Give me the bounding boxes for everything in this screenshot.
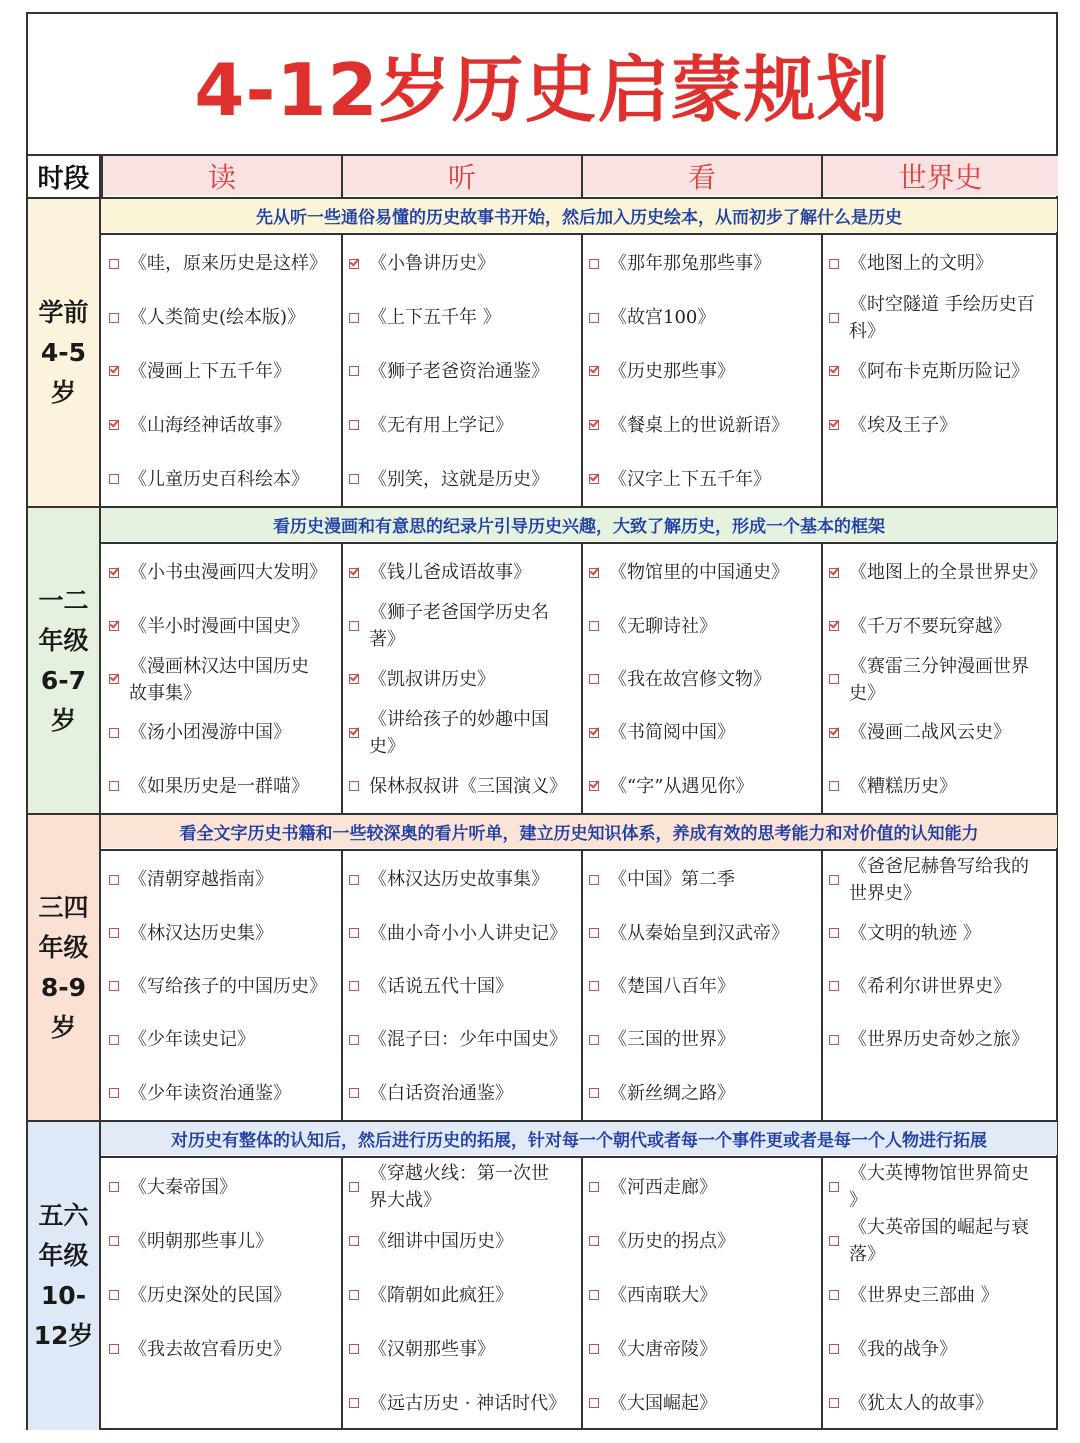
section-banner-4: 对历史有整体的认知后，然后进行历史的拓展，针对每一个朝代或者每一个事件更或者是每一个人物进行拓展: [101, 1121, 1057, 1155]
checkbox[interactable]: [109, 1344, 119, 1354]
checkbox[interactable]: [589, 313, 599, 323]
list-item[interactable]: [109, 452, 319, 506]
item-title: 《大英博物馆世界简史 》: [849, 1163, 1029, 1211]
checkbox[interactable]: [109, 1035, 119, 1045]
list-item[interactable]: [829, 853, 1039, 906]
section-banner-1: 先从听一些通俗易懂的历史故事书开始，然后加入历史绘本，从而初步了解什么是历史: [101, 198, 1057, 232]
checkbox[interactable]: [829, 981, 839, 991]
list-item[interactable]: [589, 291, 799, 345]
column-divider: [821, 1156, 823, 1430]
list-item[interactable]: [349, 1376, 567, 1430]
item-title: 《清朝穿越指南》: [129, 869, 273, 891]
banner-divider: [101, 233, 1058, 235]
list-item[interactable]: [589, 1013, 799, 1066]
section-divider: [28, 197, 1058, 199]
list-item[interactable]: [109, 1268, 319, 1322]
header-divider: [821, 156, 823, 197]
list-item[interactable]: [349, 853, 559, 906]
item-title: 《大国崛起》: [609, 1392, 717, 1414]
header-divider: [101, 156, 103, 197]
list-item[interactable]: [349, 345, 559, 399]
item-title: 《话说五代十国》: [369, 975, 513, 997]
item-title: 《地图上的文明》: [849, 253, 993, 275]
checkbox[interactable]: [109, 1182, 119, 1192]
item-title: 《阿布卡克斯历险记》: [849, 360, 1029, 382]
checkbox[interactable]: [109, 420, 119, 430]
checkbox[interactable]: [349, 420, 359, 430]
list-item[interactable]: [829, 960, 1039, 1013]
list-item[interactable]: [109, 237, 327, 291]
item-title: 《白话资治通鉴》: [369, 1082, 513, 1104]
checkbox[interactable]: [829, 259, 839, 269]
checkbox[interactable]: [349, 981, 359, 991]
list-item[interactable]: [829, 345, 1039, 399]
column-divider: [581, 1156, 583, 1430]
checkbox[interactable]: [349, 1088, 359, 1098]
checkbox[interactable]: [109, 928, 119, 938]
list-item[interactable]: [589, 1268, 799, 1322]
item-title: 《大秦帝国》: [129, 1176, 237, 1198]
list-item[interactable]: [349, 599, 559, 652]
checkbox[interactable]: [829, 875, 839, 885]
checkbox[interactable]: [349, 1035, 359, 1045]
label-column-divider: [99, 156, 101, 1430]
list-item[interactable]: [109, 1067, 319, 1120]
item-title: 《小鲁讲历史》: [369, 253, 495, 275]
checkbox[interactable]: [829, 313, 839, 323]
checkbox[interactable]: [589, 728, 599, 738]
list-item[interactable]: [829, 1268, 1039, 1322]
item-title: 《半小时漫画中国史》: [129, 615, 309, 637]
list-item[interactable]: [349, 291, 559, 345]
item-title: 保林叔叔讲《三国演义》: [369, 775, 567, 797]
list-item[interactable]: [589, 452, 799, 506]
item-title: 《小书虫漫画四大发明》: [129, 562, 327, 584]
list-item[interactable]: [589, 237, 799, 291]
list-item[interactable]: [109, 1160, 319, 1214]
item-title: 《细讲中国历史》: [369, 1230, 513, 1252]
column-divider: [581, 849, 583, 1120]
checkbox[interactable]: [829, 781, 839, 791]
list-item[interactable]: [349, 1322, 559, 1376]
checkbox[interactable]: [589, 474, 599, 484]
checkbox[interactable]: [349, 674, 359, 684]
item-title: 《“字”从遇见你》: [609, 775, 754, 797]
checkbox[interactable]: [109, 1236, 119, 1246]
item-title: 《世界史三部曲 》: [849, 1284, 999, 1306]
checkbox[interactable]: [109, 1088, 119, 1098]
checkbox[interactable]: [589, 781, 599, 791]
checkbox[interactable]: [589, 674, 599, 684]
item-title: 《我的战争》: [849, 1338, 957, 1360]
header-col-3: 看: [583, 156, 821, 196]
checkbox[interactable]: [829, 420, 839, 430]
item-title: 《少年读资治通鉴》: [129, 1082, 291, 1104]
item-title: 《赛雷三分钟漫画世界史》: [849, 655, 1029, 704]
list-item[interactable]: [829, 1013, 1039, 1066]
header-divider: [581, 156, 583, 197]
item-title: 《人类简史(绘本版)》: [129, 307, 306, 329]
column-divider: [341, 849, 343, 1120]
item-title: 《文明的轨迹 》: [849, 922, 981, 944]
checkbox[interactable]: [109, 781, 119, 791]
checkbox[interactable]: [109, 728, 119, 738]
list-item[interactable]: [589, 345, 799, 399]
list-item[interactable]: [109, 345, 319, 399]
checkbox[interactable]: [829, 1236, 839, 1246]
list-item[interactable]: [349, 1268, 559, 1322]
list-item[interactable]: [349, 960, 559, 1013]
list-item[interactable]: [109, 960, 327, 1013]
list-item[interactable]: [109, 906, 319, 959]
column-divider: [341, 542, 343, 813]
item-title: 《漫画林汉达中国历史故事集》: [129, 655, 309, 704]
list-item[interactable]: [589, 1376, 799, 1430]
section-divider: [28, 506, 1058, 508]
item-title: 《穿越火线：第一次世界大战》: [369, 1163, 549, 1211]
item-title: 《历史深处的民国》: [129, 1284, 291, 1306]
item-title: 《世界历史奇妙之旅》: [849, 1029, 1029, 1051]
checkbox[interactable]: [829, 1398, 839, 1408]
list-item[interactable]: [829, 237, 1039, 291]
list-item[interactable]: [829, 1322, 1039, 1376]
list-item[interactable]: [589, 960, 799, 1013]
checkbox[interactable]: [589, 1344, 599, 1354]
item-title: 《千万不要玩穿越》: [849, 615, 1011, 637]
list-item[interactable]: [589, 653, 799, 706]
checkbox[interactable]: [829, 1290, 839, 1300]
checkbox[interactable]: [589, 1088, 599, 1098]
list-item[interactable]: [349, 452, 559, 506]
list-item[interactable]: [109, 853, 319, 906]
checkbox[interactable]: [349, 781, 359, 791]
header-col-2: 听: [343, 156, 581, 196]
checkbox[interactable]: [349, 568, 359, 578]
list-item[interactable]: [349, 906, 567, 959]
item-title: 《混子曰：少年中国史》: [369, 1029, 567, 1051]
item-title: 《无有用上学记》: [369, 414, 513, 436]
checkbox[interactable]: [349, 313, 359, 323]
column-divider: [341, 1156, 343, 1430]
list-item[interactable]: [109, 546, 327, 599]
section-divider: [28, 1120, 1058, 1122]
checkbox[interactable]: [829, 568, 839, 578]
list-item[interactable]: [109, 1322, 319, 1376]
list-item[interactable]: [109, 1013, 319, 1066]
checkbox[interactable]: [349, 875, 359, 885]
section-banner-3: 看全文字历史书籍和一些较深奥的看片听单，建立历史知识体系，养成有效的思考能力和对价值的认知能力: [101, 814, 1057, 848]
header-top-line: [28, 154, 1058, 156]
list-item[interactable]: [109, 291, 319, 345]
checkbox[interactable]: [349, 1236, 359, 1246]
item-title: 《别笑，这就是历史》: [369, 468, 549, 490]
column-divider: [581, 233, 583, 506]
checkbox[interactable]: [349, 1290, 359, 1300]
item-title: 《钱儿爸成语故事》: [369, 562, 531, 584]
item-title: 《凯叔讲历史》: [369, 668, 495, 690]
checkbox[interactable]: [829, 928, 839, 938]
list-item[interactable]: [349, 706, 559, 759]
item-title: 《如果历史是一群喵》: [129, 775, 309, 797]
item-title: 《希利尔讲世界史》: [849, 975, 1011, 997]
item-title: 《少年读史记》: [129, 1029, 255, 1051]
list-item[interactable]: [829, 546, 1047, 599]
checkbox[interactable]: [349, 474, 359, 484]
item-title: 《河西走廊》: [609, 1176, 717, 1198]
header-col-4: 世界史: [823, 156, 1058, 196]
item-title: 《上下五千年 》: [369, 307, 501, 329]
checkbox[interactable]: [349, 728, 359, 738]
checkbox[interactable]: [109, 259, 119, 269]
checkbox[interactable]: [589, 1236, 599, 1246]
list-item[interactable]: [829, 653, 1039, 706]
checkbox[interactable]: [109, 313, 119, 323]
checkbox[interactable]: [349, 259, 359, 269]
item-title: 《糟糕历史》: [849, 775, 957, 797]
section-label-3: 三四 年级 8-9 岁: [28, 815, 99, 1120]
list-item[interactable]: [829, 1160, 1039, 1214]
header-period: 时段: [28, 156, 99, 196]
list-item[interactable]: [589, 1067, 799, 1120]
checkbox[interactable]: [829, 621, 839, 631]
list-item[interactable]: [829, 906, 1039, 959]
list-item[interactable]: [109, 1214, 319, 1268]
item-title: 《历史那些事》: [609, 360, 735, 382]
item-title: 《从秦始皇到汉武帝》: [609, 922, 789, 944]
item-title: 《漫画上下五千年》: [129, 360, 291, 382]
list-item[interactable]: [589, 706, 799, 759]
list-item[interactable]: [829, 1214, 1039, 1268]
item-title: 《三国的世界》: [609, 1029, 735, 1051]
item-title: 《西南联大》: [609, 1284, 717, 1306]
checkbox[interactable]: [589, 928, 599, 938]
column-divider: [341, 233, 343, 506]
column-divider: [821, 542, 823, 813]
item-title: 《物馆里的中国通史》: [609, 562, 789, 584]
checkbox[interactable]: [589, 981, 599, 991]
checkbox[interactable]: [829, 366, 839, 376]
checkbox[interactable]: [829, 728, 839, 738]
list-item[interactable]: [109, 653, 319, 706]
checkbox[interactable]: [109, 981, 119, 991]
item-title: 《我去故宫看历史》: [129, 1338, 291, 1360]
checkbox[interactable]: [349, 1398, 359, 1408]
item-title: 《写给孩子的中国历史》: [129, 975, 327, 997]
checkbox[interactable]: [829, 674, 839, 684]
checkbox[interactable]: [109, 474, 119, 484]
checkbox[interactable]: [589, 568, 599, 578]
list-item[interactable]: [349, 398, 559, 452]
list-item[interactable]: [349, 1013, 567, 1066]
page-title: 4-12岁历史启蒙规划: [194, 48, 890, 132]
checkbox[interactable]: [109, 366, 119, 376]
list-item[interactable]: [589, 853, 799, 906]
list-item[interactable]: [349, 1067, 559, 1120]
section-label-4: 五六 年级 10- 12岁: [28, 1122, 99, 1430]
item-title: 《狮子老爸资治通鉴》: [369, 360, 549, 382]
item-title: 《餐桌上的世说新语》: [609, 414, 789, 436]
item-title: 《犹太人的故事》: [849, 1392, 993, 1414]
item-title: 《狮子老爸国学历史名著》: [369, 602, 549, 651]
checkbox[interactable]: [349, 1182, 359, 1192]
checkbox[interactable]: [349, 928, 359, 938]
list-item[interactable]: [349, 546, 559, 599]
item-title: 《新丝绸之路》: [609, 1082, 735, 1104]
checkbox[interactable]: [829, 1035, 839, 1045]
list-item[interactable]: [349, 237, 559, 291]
checkbox[interactable]: [589, 259, 599, 269]
list-item[interactable]: [589, 906, 799, 959]
checkbox[interactable]: [589, 1398, 599, 1408]
item-title: 《埃及王子》: [849, 414, 957, 436]
item-title: 《哇，原来历史是这样》: [129, 253, 327, 275]
item-title: 《我在故宫修文物》: [609, 668, 771, 690]
list-item[interactable]: [589, 1214, 799, 1268]
list-item[interactable]: [349, 760, 567, 813]
item-title: 《无聊诗社》: [609, 615, 717, 637]
list-item[interactable]: [829, 706, 1039, 759]
checkbox[interactable]: [349, 366, 359, 376]
list-item[interactable]: [589, 760, 799, 813]
checkbox[interactable]: [829, 1182, 839, 1192]
list-item[interactable]: [589, 546, 799, 599]
list-item[interactable]: [349, 653, 559, 706]
item-title: 《爸爸尼赫鲁写给我的世界史》: [849, 855, 1029, 904]
list-item[interactable]: [109, 398, 319, 452]
banner-divider: [101, 1156, 1058, 1158]
item-title: 《曲小奇小小人讲史记》: [369, 922, 567, 944]
list-item[interactable]: [589, 599, 799, 652]
section-label-2: 一二 年级 6-7 岁: [28, 508, 99, 813]
item-title: 《故宫100》: [609, 307, 716, 329]
header-divider: [341, 156, 343, 197]
checkbox[interactable]: [349, 1344, 359, 1354]
checkbox[interactable]: [589, 875, 599, 885]
banner-divider: [101, 849, 1058, 851]
item-title: 《汉朝那些事》: [369, 1338, 495, 1360]
item-title: 《明朝那些事儿》: [129, 1230, 273, 1252]
section-divider: [28, 813, 1058, 815]
item-title: 《汤小团漫游中国》: [129, 722, 291, 744]
list-item[interactable]: [829, 398, 1039, 452]
item-title: 《汉字上下五千年》: [609, 468, 771, 490]
item-title: 《楚国八百年》: [609, 975, 735, 997]
banner-divider: [101, 542, 1058, 544]
column-divider: [821, 233, 823, 506]
list-item[interactable]: [829, 1376, 1039, 1430]
checkbox[interactable]: [109, 1290, 119, 1300]
list-item[interactable]: [109, 706, 319, 759]
list-item[interactable]: [829, 291, 1039, 345]
item-title: 《远古历史 · 神话时代》: [369, 1392, 567, 1414]
item-title: 《书简阅中国》: [609, 722, 735, 744]
checkbox[interactable]: [589, 1290, 599, 1300]
list-item[interactable]: [589, 398, 799, 452]
list-item[interactable]: [589, 1160, 799, 1214]
checkbox[interactable]: [589, 621, 599, 631]
item-title: 《林汉达历史集》: [129, 922, 273, 944]
checkbox[interactable]: [349, 621, 359, 631]
list-item[interactable]: [349, 1160, 559, 1214]
checkbox[interactable]: [589, 366, 599, 376]
list-item[interactable]: [829, 599, 1039, 652]
list-item[interactable]: [589, 1322, 799, 1376]
item-title: 《儿童历史百科绘本》: [129, 468, 309, 490]
checkbox[interactable]: [109, 674, 119, 684]
item-title: 《历史的拐点》: [609, 1230, 735, 1252]
item-title: 《大唐帝陵》: [609, 1338, 717, 1360]
item-title: 《隋朝如此疯狂》: [369, 1284, 513, 1306]
section-label-1: 学前 4-5 岁: [28, 199, 99, 506]
checkbox[interactable]: [109, 621, 119, 631]
item-title: 《漫画二战风云史》: [849, 722, 1011, 744]
item-title: 《那年那兔那些事》: [609, 253, 771, 275]
item-title: 《讲给孩子的妙趣中国史》: [369, 708, 549, 757]
header-col-1: 读: [103, 156, 341, 196]
item-title: 《地图上的全景世界史》: [849, 562, 1047, 584]
list-item[interactable]: [829, 760, 1039, 813]
checkbox[interactable]: [589, 420, 599, 430]
checkbox[interactable]: [109, 568, 119, 578]
list-item[interactable]: [349, 1214, 559, 1268]
column-divider: [821, 849, 823, 1120]
item-title: 《时空隧道 手绘历史百科》: [849, 293, 1035, 342]
checkbox[interactable]: [109, 875, 119, 885]
item-title: 《中国》第二季: [609, 869, 735, 891]
column-divider: [581, 542, 583, 813]
list-item[interactable]: [109, 599, 319, 652]
section-banner-2: 看历史漫画和有意思的纪录片引导历史兴趣，大致了解历史，形成一个基本的框架: [101, 507, 1057, 541]
checkbox[interactable]: [589, 1182, 599, 1192]
list-item[interactable]: [109, 760, 319, 813]
item-title: 《林汉达历史故事集》: [369, 869, 549, 891]
item-title: 《大英帝国的崛起与衰落》: [849, 1217, 1029, 1265]
item-title: 《山海经神话故事》: [129, 414, 291, 436]
checkbox[interactable]: [829, 1344, 839, 1354]
checkbox[interactable]: [589, 1035, 599, 1045]
